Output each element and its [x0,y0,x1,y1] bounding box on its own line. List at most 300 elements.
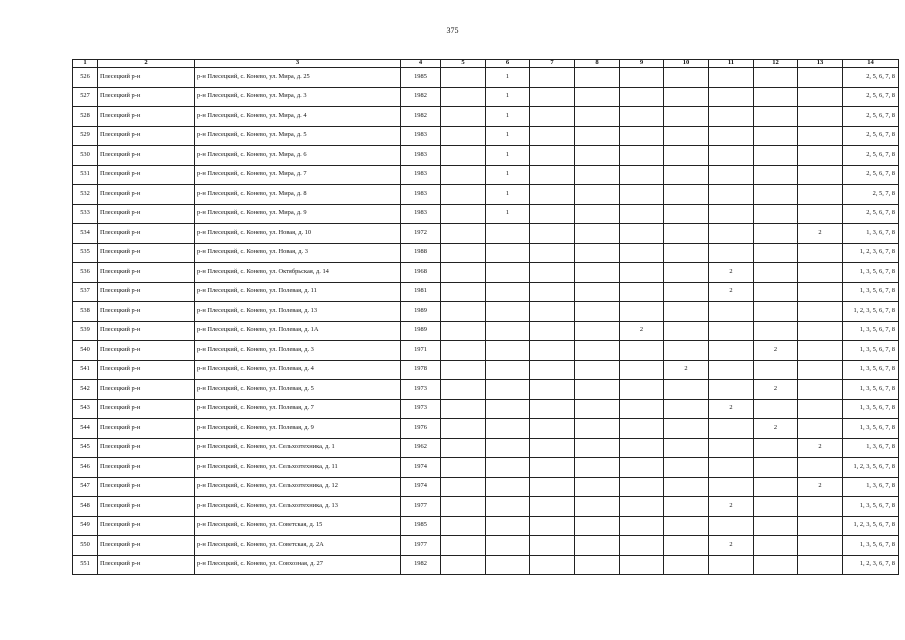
table-cell-col-11 [709,146,754,166]
table-cell-col-5 [441,458,486,478]
table-cell-col-7 [530,263,575,283]
table-row [73,360,899,380]
table-cell-col-7 [530,555,575,575]
table-cell-col-5 [441,380,486,400]
table-cell-col-1: 536 [73,263,98,283]
table-row [73,185,899,205]
table-cell-col-14: 2, 5, 6, 7, 8 [843,126,899,146]
table-cell-col-13: 2 [798,477,843,497]
table-cell-col-1: 534 [73,224,98,244]
table-cell-col-5 [441,438,486,458]
table-cell-col-12 [754,204,798,224]
table-cell-col-4: 1978 [401,360,441,380]
table-row [73,126,899,146]
table-cell-col-2: Плесецкий р-н [98,263,195,283]
table-cell-col-11 [709,419,754,439]
table-cell-col-7 [530,380,575,400]
page-number: 375 [446,26,459,35]
table-cell-col-5 [441,243,486,263]
column-header: 1 [73,60,98,68]
table-cell-col-9 [620,224,664,244]
table-cell-col-1: 526 [73,68,98,88]
table-cell-col-2: Плесецкий р-н [98,87,195,107]
table-cell-col-8 [575,419,620,439]
table-cell-col-13 [798,87,843,107]
table-cell-col-2: Плесецкий р-н [98,380,195,400]
table-cell-col-5 [441,536,486,556]
table-cell-col-12 [754,146,798,166]
table-cell-col-14: 1, 3, 6, 7, 8 [843,477,899,497]
table-cell-col-11 [709,87,754,107]
table-cell-col-13 [798,146,843,166]
table-cell-col-12: 2 [754,341,798,361]
table-cell-col-8 [575,555,620,575]
table-row [73,555,899,575]
table-cell-col-12 [754,263,798,283]
table-cell-col-12 [754,555,798,575]
table-cell-col-11 [709,360,754,380]
table-cell-col-2: Плесецкий р-н [98,204,195,224]
table-cell-col-1: 529 [73,126,98,146]
table-cell-col-13 [798,126,843,146]
table-cell-col-4: 1971 [401,341,441,361]
table-cell-col-7 [530,321,575,341]
table-row [73,282,899,302]
table-cell-col-12: 2 [754,380,798,400]
table-cell-col-5 [441,555,486,575]
table-cell-col-2: Плесецкий р-н [98,224,195,244]
table-cell-col-2: Плесецкий р-н [98,438,195,458]
table-cell-col-12 [754,399,798,419]
table-cell-col-4: 1982 [401,107,441,127]
table-cell-col-2: Плесецкий р-н [98,146,195,166]
table-cell-col-6 [486,399,530,419]
table-cell-col-3: р-н Плесецкий, с. Конево, ул. Сельхозтехника, д. 11 [195,458,401,478]
table-cell-col-2: Плесецкий р-н [98,126,195,146]
table-cell-col-6 [486,555,530,575]
table-cell-col-8 [575,477,620,497]
table-cell-col-3: р-н Плесецкий, с. Конево, ул. Мира, д. 7 [195,165,401,185]
table-cell-col-4: 1985 [401,516,441,536]
table-cell-col-3: р-н Плесецкий, с. Конево, ул. Полевая, д. 3 [195,341,401,361]
table-cell-col-5 [441,68,486,88]
table-cell-col-11 [709,341,754,361]
table-row [73,438,899,458]
column-header: 10 [664,60,709,68]
table-cell-col-7 [530,282,575,302]
table-cell-col-9 [620,341,664,361]
table-row [73,321,899,341]
table-cell-col-7 [530,302,575,322]
table-cell-col-10 [664,87,709,107]
table-cell-col-10 [664,341,709,361]
table-cell-col-3: р-н Плесецкий, с. Конево, ул. Полевая, д. 11 [195,282,401,302]
table-cell-col-11 [709,165,754,185]
table-cell-col-6 [486,302,530,322]
table-cell-col-9 [620,380,664,400]
table-cell-col-13 [798,555,843,575]
table-row [73,68,899,88]
table-cell-col-1: 540 [73,341,98,361]
table-cell-col-5 [441,126,486,146]
table-cell-col-1: 545 [73,438,98,458]
table-cell-col-6 [486,263,530,283]
table-cell-col-14: 2, 5, 6, 7, 8 [843,107,899,127]
table-cell-col-1: 549 [73,516,98,536]
table-cell-col-14: 1, 3, 5, 6, 7, 8 [843,263,899,283]
table-cell-col-13 [798,165,843,185]
table-cell-col-9 [620,536,664,556]
table-cell-col-4: 1988 [401,243,441,263]
table-cell-col-14: 1, 3, 5, 6, 7, 8 [843,360,899,380]
table-cell-col-4: 1962 [401,438,441,458]
table-cell-col-1: 550 [73,536,98,556]
table-cell-col-9 [620,87,664,107]
table-cell-col-6 [486,497,530,517]
table-cell-col-12 [754,224,798,244]
table-cell-col-4: 1981 [401,282,441,302]
table-cell-col-13 [798,204,843,224]
table-cell-col-2: Плесецкий р-н [98,165,195,185]
table-cell-col-13 [798,107,843,127]
table-cell-col-11 [709,243,754,263]
table-cell-col-10 [664,380,709,400]
table-cell-col-8 [575,165,620,185]
table-cell-col-13 [798,380,843,400]
table-cell-col-2: Плесецкий р-н [98,302,195,322]
table-cell-col-2: Плесецкий р-н [98,497,195,517]
table-cell-col-9: 2 [620,321,664,341]
table-cell-col-2: Плесецкий р-н [98,399,195,419]
table-cell-col-11: 2 [709,536,754,556]
table-cell-col-13 [798,185,843,205]
table-cell-col-1: 539 [73,321,98,341]
data-table [72,59,899,575]
table-row [73,497,899,517]
table-cell-col-2: Плесецкий р-н [98,243,195,263]
table-cell-col-6: 1 [486,165,530,185]
table-cell-col-4: 1983 [401,146,441,166]
table-cell-col-4: 1983 [401,165,441,185]
table-cell-col-1: 528 [73,107,98,127]
table-cell-col-4: 1974 [401,458,441,478]
table-cell-col-12 [754,360,798,380]
table-cell-col-12 [754,302,798,322]
table-row [73,380,899,400]
table-cell-col-14: 1, 2, 3, 6, 7, 8 [843,243,899,263]
table-cell-col-8 [575,399,620,419]
table-cell-col-3: р-н Плесецкий, с. Конево, ул. Полевая, д. 13 [195,302,401,322]
table-cell-col-7 [530,107,575,127]
column-header: 13 [798,60,843,68]
table-cell-col-11 [709,477,754,497]
table-cell-col-10 [664,107,709,127]
table-cell-col-2: Плесецкий р-н [98,458,195,478]
table-cell-col-13 [798,497,843,517]
table-cell-col-6 [486,536,530,556]
table-cell-col-9 [620,399,664,419]
table-cell-col-5 [441,204,486,224]
table-cell-col-3: р-н Плесецкий, с. Конево, ул. Мира, д. 9 [195,204,401,224]
table-cell-col-12 [754,497,798,517]
table-cell-col-5 [441,341,486,361]
table-cell-col-8 [575,204,620,224]
table-cell-col-1: 532 [73,185,98,205]
table-cell-col-5 [441,282,486,302]
table-cell-col-6 [486,341,530,361]
table-cell-col-5 [441,224,486,244]
table-cell-col-12 [754,87,798,107]
column-header: 11 [709,60,754,68]
table-row [73,165,899,185]
table-cell-col-7 [530,224,575,244]
table-cell-col-4: 1989 [401,321,441,341]
table-cell-col-14: 1, 3, 5, 6, 7, 8 [843,399,899,419]
table-row [73,419,899,439]
table-cell-col-6 [486,321,530,341]
table-cell-col-12 [754,185,798,205]
table-row [73,204,899,224]
table-cell-col-4: 1982 [401,87,441,107]
table-row [73,87,899,107]
table-row [73,399,899,419]
table-cell-col-1: 543 [73,399,98,419]
table-cell-col-8 [575,458,620,478]
column-header: 4 [401,60,441,68]
table-cell-col-7 [530,68,575,88]
table-cell-col-6: 1 [486,126,530,146]
table-cell-col-2: Плесецкий р-н [98,555,195,575]
table-cell-col-9 [620,438,664,458]
table-cell-col-10 [664,126,709,146]
table-cell-col-8 [575,68,620,88]
table-cell-col-4: 1974 [401,477,441,497]
table-cell-col-7 [530,438,575,458]
table-cell-col-3: р-н Плесецкий, с. Конево, ул. Новая, д. 3 [195,243,401,263]
table-cell-col-8 [575,516,620,536]
table-cell-col-6 [486,380,530,400]
table-cell-col-14: 1, 2, 3, 5, 6, 7, 8 [843,516,899,536]
table-cell-col-5 [441,321,486,341]
table-cell-col-12 [754,126,798,146]
table-cell-col-3: р-н Плесецкий, с. Конево, ул. Мира, д. 3 [195,87,401,107]
table-cell-col-4: 1968 [401,263,441,283]
table-cell-col-1: 527 [73,87,98,107]
table-cell-col-9 [620,516,664,536]
table-cell-col-6: 1 [486,146,530,166]
table-cell-col-14: 2, 5, 6, 7, 8 [843,68,899,88]
table-cell-col-4: 1983 [401,204,441,224]
table-cell-col-5 [441,399,486,419]
table-cell-col-8 [575,302,620,322]
table-cell-col-6 [486,438,530,458]
table-cell-col-7 [530,399,575,419]
table-cell-col-4: 1983 [401,185,441,205]
table-cell-col-9 [620,165,664,185]
table-row [73,107,899,127]
table-cell-col-12 [754,165,798,185]
table-cell-col-3: р-н Плесецкий, с. Конево, ул. Полевая, д. 1А [195,321,401,341]
table-cell-col-7 [530,204,575,224]
column-header: 14 [843,60,899,68]
column-header: 9 [620,60,664,68]
table-cell-col-8 [575,87,620,107]
table-cell-col-3: р-н Плесецкий, с. Конево, ул. Мира, д. 5 [195,126,401,146]
table-cell-col-6: 1 [486,107,530,127]
table-cell-col-2: Плесецкий р-н [98,341,195,361]
table-cell-col-10 [664,185,709,205]
table-cell-col-1: 531 [73,165,98,185]
table-cell-col-14: 2, 5, 6, 7, 8 [843,165,899,185]
table-cell-col-1: 538 [73,302,98,322]
column-header: 12 [754,60,798,68]
table-cell-col-3: р-н Плесецкий, с. Конево, ул. Полевая, д. 7 [195,399,401,419]
table-row [73,243,899,263]
table-cell-col-11 [709,302,754,322]
table-cell-col-13: 2 [798,224,843,244]
table-cell-col-7 [530,497,575,517]
table-cell-col-1: 546 [73,458,98,478]
table-cell-col-6 [486,243,530,263]
column-header: 3 [195,60,401,68]
table-cell-col-2: Плесецкий р-н [98,282,195,302]
table-cell-col-3: р-н Плесецкий, с. Конево, ул. Полевая, д. 5 [195,380,401,400]
table-cell-col-8 [575,380,620,400]
table-cell-col-7 [530,477,575,497]
table-cell-col-10 [664,536,709,556]
table-cell-col-3: р-н Плесецкий, с. Конево, ул. Сельхозтехника, д. 1 [195,438,401,458]
table-cell-col-8 [575,224,620,244]
table-cell-col-1: 548 [73,497,98,517]
table-cell-col-12 [754,458,798,478]
table-cell-col-10 [664,146,709,166]
table-cell-col-10: 2 [664,360,709,380]
table-cell-col-12 [754,107,798,127]
table-cell-col-13 [798,341,843,361]
table-cell-col-14: 1, 3, 5, 6, 7, 8 [843,341,899,361]
table-row [73,341,899,361]
table-cell-col-14: 2, 5, 7, 8 [843,185,899,205]
column-header: 8 [575,60,620,68]
column-header: 5 [441,60,486,68]
table-cell-col-10 [664,263,709,283]
table-cell-col-4: 1972 [401,224,441,244]
table-row [73,516,899,536]
table-cell-col-6 [486,419,530,439]
table-cell-col-5 [441,516,486,536]
table-cell-col-10 [664,204,709,224]
table-cell-col-1: 547 [73,477,98,497]
table-cell-col-11 [709,380,754,400]
table-cell-col-2: Плесецкий р-н [98,419,195,439]
table-cell-col-12 [754,68,798,88]
table-cell-col-5 [441,477,486,497]
table-cell-col-7 [530,419,575,439]
table-cell-col-9 [620,146,664,166]
table-cell-col-5 [441,263,486,283]
table-cell-col-1: 530 [73,146,98,166]
table-cell-col-9 [620,555,664,575]
table-cell-col-10 [664,497,709,517]
table-cell-col-9 [620,458,664,478]
table-cell-col-13 [798,360,843,380]
table-cell-col-7 [530,360,575,380]
table-cell-col-8 [575,360,620,380]
table-cell-col-4: 1973 [401,380,441,400]
table-cell-col-1: 535 [73,243,98,263]
table-cell-col-14: 1, 3, 6, 7, 8 [843,438,899,458]
table-cell-col-9 [620,243,664,263]
table-cell-col-7 [530,458,575,478]
column-header: 2 [98,60,195,68]
table-cell-col-2: Плесецкий р-н [98,321,195,341]
table-cell-col-10 [664,282,709,302]
table-cell-col-1: 544 [73,419,98,439]
table-cell-col-2: Плесецкий р-н [98,516,195,536]
table-cell-col-9 [620,107,664,127]
table-cell-col-10 [664,555,709,575]
table-cell-col-13 [798,321,843,341]
table-cell-col-2: Плесецкий р-н [98,68,195,88]
table-cell-col-2: Плесецкий р-н [98,185,195,205]
table-cell-col-4: 1985 [401,68,441,88]
table-cell-col-10 [664,224,709,244]
table-cell-col-10 [664,302,709,322]
table-cell-col-11 [709,68,754,88]
table-cell-col-1: 537 [73,282,98,302]
table-cell-col-8 [575,185,620,205]
table-cell-col-9 [620,497,664,517]
table-cell-col-6 [486,224,530,244]
table-cell-col-14: 2, 5, 6, 7, 8 [843,87,899,107]
table-cell-col-7 [530,516,575,536]
table-cell-col-6 [486,458,530,478]
table-cell-col-3: р-н Плесецкий, с. Конево, ул. Советская, д. 2А [195,536,401,556]
table-cell-col-8 [575,341,620,361]
table-cell-col-5 [441,185,486,205]
table-cell-col-14: 1, 2, 3, 6, 7, 8 [843,555,899,575]
table-cell-col-7 [530,87,575,107]
table-cell-col-6: 1 [486,204,530,224]
table-cell-col-5 [441,419,486,439]
table-cell-col-10 [664,68,709,88]
table-cell-col-12 [754,243,798,263]
column-header: 7 [530,60,575,68]
table-cell-col-13 [798,399,843,419]
table-cell-col-11 [709,126,754,146]
table-cell-col-11: 2 [709,282,754,302]
table-cell-col-10 [664,458,709,478]
table-cell-col-11: 2 [709,497,754,517]
table-cell-col-13 [798,68,843,88]
table-cell-col-3: р-н Плесецкий, с. Конево, ул. Советская, д. 15 [195,516,401,536]
table-cell-col-11 [709,204,754,224]
table-cell-col-6: 1 [486,185,530,205]
table-cell-col-6 [486,477,530,497]
table-cell-col-6 [486,516,530,536]
table-cell-col-5 [441,107,486,127]
table-cell-col-12 [754,536,798,556]
table-cell-col-2: Плесецкий р-н [98,360,195,380]
table-cell-col-5 [441,360,486,380]
table-cell-col-13 [798,536,843,556]
table-cell-col-12 [754,438,798,458]
table-cell-col-5 [441,87,486,107]
table-cell-col-12 [754,321,798,341]
table-cell-col-8 [575,497,620,517]
table-cell-col-14: 2, 5, 6, 7, 8 [843,146,899,166]
table-cell-col-8 [575,438,620,458]
